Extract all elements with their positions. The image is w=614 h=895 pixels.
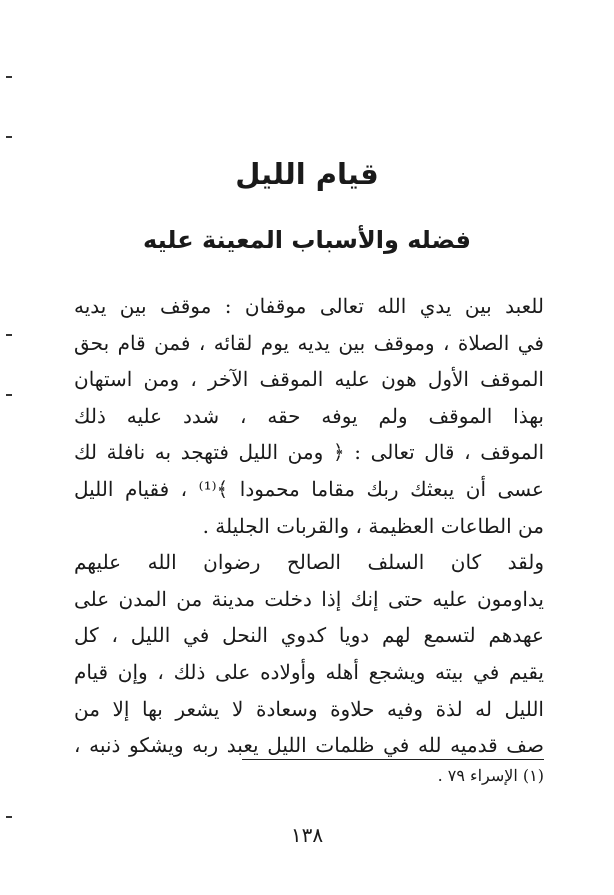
scan-margin-mark xyxy=(6,394,12,396)
body-text xyxy=(74,288,544,764)
scan-margin-mark xyxy=(6,334,12,336)
chapter-title: قيام الليل xyxy=(235,157,379,191)
body-line: في الصلاة ، وموقف بين يديه يوم لقائه ، فمن قام بحق xyxy=(74,330,544,355)
scan-margin-mark xyxy=(6,136,12,138)
footnote-divider xyxy=(242,759,544,760)
body-line: من الطاعات العظيمة ، والقربات الجليلة . xyxy=(202,513,544,538)
body-line: الليل له لذة وفيه حلاوة وسعادة لا يشعر بها إلا من xyxy=(74,696,544,721)
footnote: (١) الإسراء ٧٩ . xyxy=(437,766,544,785)
body-line: ولقد كان السلف الصالح رضوان الله عليهم xyxy=(74,550,544,575)
body-line: صف قدميه لله في ظلمات الليل يعبد ربه ويشكو ذنبه ، xyxy=(74,733,544,758)
body-line: عهدهم لتسمع لهم دويا كدوي النحل في الليل ، كل xyxy=(74,623,544,648)
page-number: ١٣٨ xyxy=(290,823,324,847)
scan-margin-mark xyxy=(6,76,12,78)
chapter-subtitle: فضله والأسباب المعينة عليه xyxy=(143,226,471,254)
body-line: الموقف الأول هون عليه الموقف الآخر ، ومن استهان xyxy=(74,367,544,392)
body-line: للعبد بين يدي الله تعالى موقفان : موقف بين يديه xyxy=(74,294,544,318)
body-line: يداومون عليه حتى إنك إذا دخلت مدينة من المدن على xyxy=(74,586,544,611)
scan-margin-mark xyxy=(6,816,12,818)
body-line: الموقف ، قال تعالى : ﴿ ومن الليل فتهجد به نافلة لك xyxy=(74,440,544,465)
body-line: عسى أن يبعثك ربك مقاما محمودا ﴾⁽¹⁾ ، فقيام الليل xyxy=(74,476,544,501)
body-line: يقيم في بيته ويشجع أهله وأولاده على ذلك ، وإن قيام xyxy=(74,659,544,684)
body-line: بهذا الموقف ولم يوفه حقه ، شدد عليه ذلك xyxy=(74,403,544,428)
